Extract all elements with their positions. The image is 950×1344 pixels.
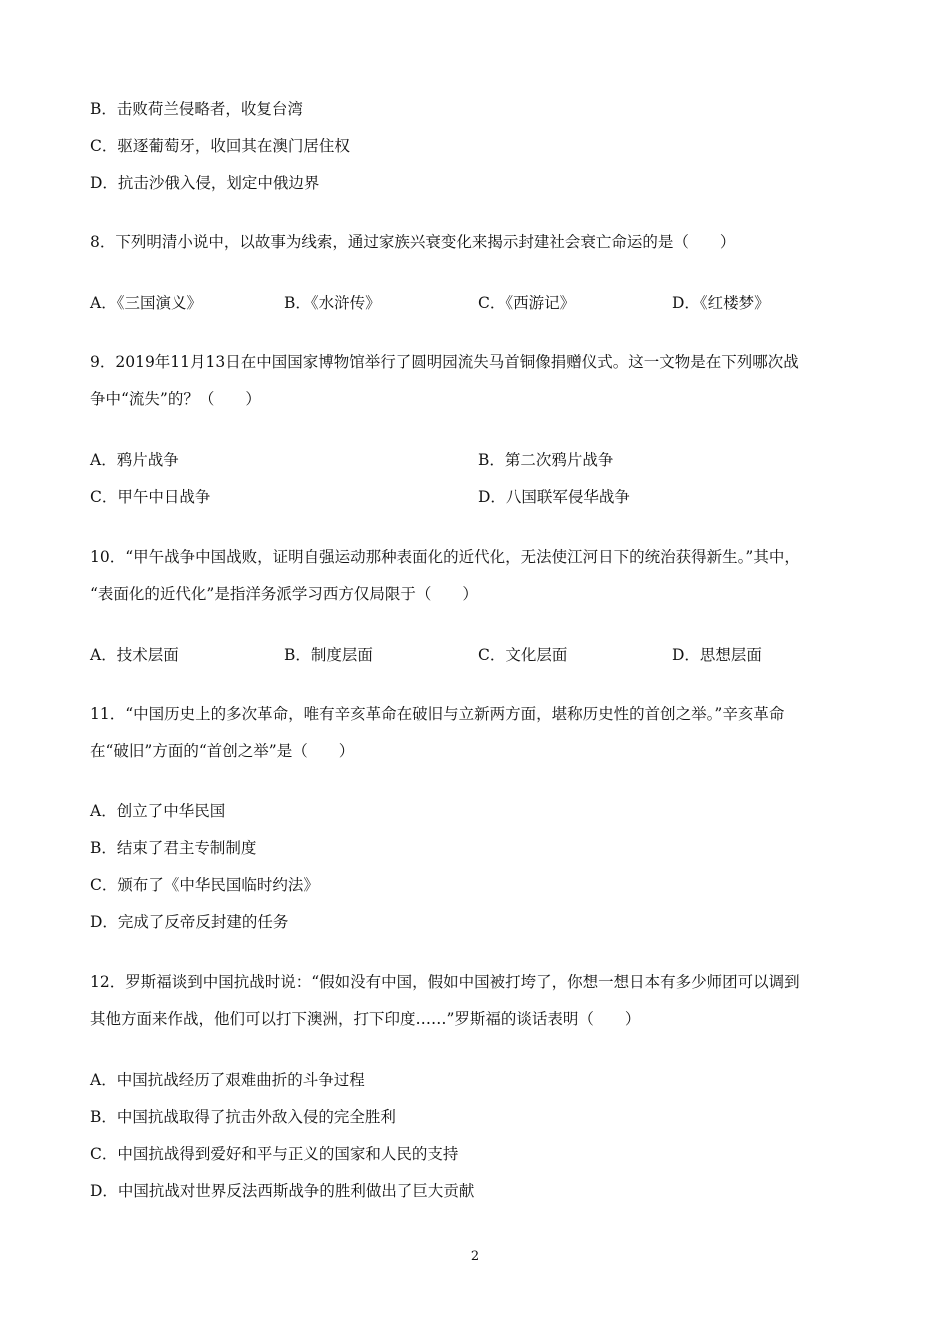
q10-stem-line2: “表面化的近代化”是指洋务派学习西方仅局限于（ ）	[90, 585, 478, 603]
q12-option-c: C．中国抗战得到爱好和平与正义的国家和人民的支持	[90, 1145, 459, 1163]
q8-option-c: C．《西游记》	[478, 294, 576, 312]
q7-option-b: B．击败荷兰侵略者，收复台湾	[90, 100, 303, 118]
q10-option-a: A．技术层面	[90, 646, 179, 664]
q8-stem: 8．下列明清小说中，以故事为线索，通过家族兴衰变化来揭示封建社会衰亡命运的是（ ）	[90, 233, 736, 251]
q12-option-b: B．中国抗战取得了抗击外敌入侵的完全胜利	[90, 1108, 396, 1126]
q10-option-c: C．文化层面	[478, 646, 568, 664]
q12-stem-line1: 12．罗斯福谈到中国抗战时说：“假如没有中国，假如中国被打垮了，你想一想日本有多少师团可以调到	[90, 973, 800, 991]
q11-option-a: A．创立了中华民国	[90, 802, 226, 820]
q8-option-a: A．《三国演义》	[90, 294, 202, 312]
q9-option-a: A．鸦片战争	[90, 451, 179, 469]
q7-option-d: D．抗击沙俄入侵，划定中俄边界	[90, 174, 320, 192]
q9-option-d: D．八国联军侵华战争	[478, 488, 630, 506]
q11-stem-line2: 在“破旧”方面的“首创之举”是（ ）	[90, 742, 355, 760]
q9-stem-line1: 9．2019年11月13日在中国国家博物馆举行了圆明园流失马首铜像捐赠仪式。这一文物是在下列哪次战	[90, 353, 799, 371]
page-number: 2	[470, 1249, 480, 1264]
q9-option-b: B．第二次鸦片战争	[478, 451, 614, 469]
q9-stem-line2: 争中“流失”的？（ ）	[90, 390, 261, 408]
q7-option-c: C．驱逐葡萄牙，收回其在澳门居住权	[90, 137, 350, 155]
q10-option-b: B．制度层面	[284, 646, 373, 664]
q8-option-d: D．《红楼梦》	[672, 294, 770, 312]
q10-stem-line1: 10．“甲午战争中国战败，证明自强运动那种表面化的近代化，无法使江河日下的统治获得新生。”其中，	[90, 548, 800, 566]
q12-option-a: A．中国抗战经历了艰难曲折的斗争过程	[90, 1071, 365, 1089]
q11-option-d: D．完成了反帝反封建的任务	[90, 913, 289, 931]
q11-option-b: B．结束了君主专制制度	[90, 839, 257, 857]
q10-option-d: D．思想层面	[672, 646, 762, 664]
q11-stem-line1: 11．“中国历史上的多次革命，唯有辛亥革命在破旧与立新两方面，堪称历史性的首创之举。”辛亥革命	[90, 705, 785, 723]
q8-option-b: B．《水浒传》	[284, 294, 381, 312]
q12-option-d: D．中国抗战对世界反法西斯战争的胜利做出了巨大贡献	[90, 1182, 475, 1200]
q12-stem-line2: 其他方面来作战，他们可以打下澳洲，打下印度……”罗斯福的谈话表明（ ）	[90, 1010, 641, 1028]
q11-option-c: C．颁布了《中华民国临时约法》	[90, 876, 319, 894]
q9-option-c: C．甲午中日战争	[90, 488, 211, 506]
